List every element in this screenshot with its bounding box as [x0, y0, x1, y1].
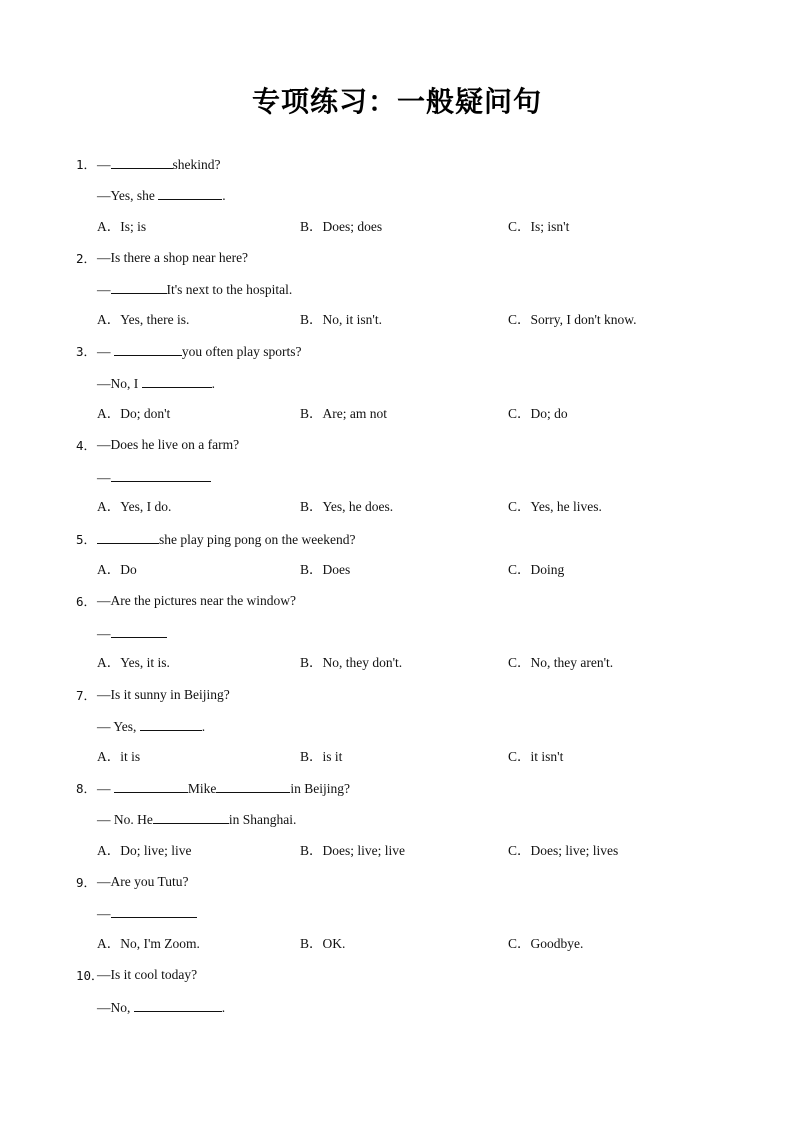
answer-line: —: [97, 905, 197, 922]
option-b[interactable]: B．Yes, he does.: [300, 499, 394, 514]
answer-blank[interactable]: [114, 343, 182, 356]
answer-line: — Yes, .: [97, 719, 206, 734]
question-number: 1．: [76, 157, 97, 172]
answer-blank[interactable]: [97, 531, 159, 544]
option-a[interactable]: A．Do: [97, 562, 137, 577]
option-b[interactable]: B．Are; am not: [300, 406, 387, 421]
question-text: — you often play sports?: [97, 344, 302, 359]
answer-blank[interactable]: [142, 375, 212, 388]
answer-blank[interactable]: [140, 718, 202, 731]
question-number: 10．: [76, 968, 104, 983]
answer-blank[interactable]: [134, 999, 222, 1012]
option-a[interactable]: A．Do; don't: [97, 406, 171, 421]
option-b[interactable]: B．Does; live; live: [300, 843, 405, 858]
option-a[interactable]: A．No, I'm Zoom.: [97, 936, 200, 951]
answer-line: — No. He in Shanghai.: [97, 812, 297, 827]
question-text: —Are you Tutu?: [97, 874, 189, 889]
question-number: 9．: [76, 875, 97, 890]
page-title: 专项练习：一般疑问句: [251, 85, 542, 118]
option-b[interactable]: B．No, it isn't.: [300, 312, 382, 327]
answer-blank[interactable]: [153, 811, 229, 824]
question-text: — Mike in Beijing?: [97, 781, 350, 796]
question-text: —Is it sunny in Beijing?: [97, 687, 230, 702]
question-text: she play ping pong on the weekend?: [97, 531, 355, 548]
answer-line: —No, I .: [97, 376, 215, 391]
option-c[interactable]: C．Doing: [508, 562, 565, 577]
option-c[interactable]: C．Sorry, I don't know.: [508, 312, 637, 327]
option-a[interactable]: A．Yes, it is.: [97, 655, 170, 670]
option-c[interactable]: C．Do; do: [508, 406, 568, 421]
question-text: —Does he live on a farm?: [97, 437, 240, 452]
option-a[interactable]: A．Is; is: [97, 219, 147, 234]
answer-blank[interactable]: [111, 905, 197, 918]
option-c[interactable]: C．Is; isn't: [508, 219, 570, 234]
option-c[interactable]: C．No, they aren't.: [508, 655, 614, 670]
answer-line: — It's next to the hospital.: [97, 282, 293, 297]
answer-line: —No, .: [97, 1000, 226, 1015]
question-text: —Is there a shop near here?: [97, 250, 249, 265]
option-b[interactable]: B．Does: [300, 562, 351, 577]
question-number: 2．: [76, 251, 97, 266]
question-number: 6．: [76, 594, 97, 609]
option-c[interactable]: C．Does; live; lives: [508, 843, 619, 858]
question-number: 3．: [76, 344, 97, 359]
question-number: 5．: [76, 532, 97, 547]
option-a[interactable]: A．Yes, I do.: [97, 499, 172, 514]
question-number: 7．: [76, 688, 97, 703]
answer-blank[interactable]: [158, 187, 222, 200]
answer-line: —Yes, she .: [97, 188, 226, 203]
answer-blank[interactable]: [111, 156, 173, 169]
answer-blank[interactable]: [111, 281, 167, 294]
answer-blank[interactable]: [111, 625, 167, 638]
option-b[interactable]: B．Does; does: [300, 219, 383, 234]
question-number: 4．: [76, 438, 97, 453]
question-text: —Are the pictures near the window?: [97, 593, 297, 608]
option-c[interactable]: C．it isn't: [508, 749, 564, 764]
question-number: 8．: [76, 781, 97, 796]
option-c[interactable]: C．Yes, he lives.: [508, 499, 602, 514]
answer-line: —: [97, 469, 211, 486]
question-text: — shekind?: [97, 157, 221, 172]
option-b[interactable]: B．OK.: [300, 936, 346, 951]
answer-blank[interactable]: [111, 469, 211, 482]
option-a[interactable]: A．it is: [97, 749, 141, 764]
option-b[interactable]: B．No, they don't.: [300, 655, 403, 670]
answer-blank[interactable]: [114, 780, 188, 793]
answer-line: —: [97, 625, 167, 642]
option-a[interactable]: A．Yes, there is.: [97, 312, 190, 327]
option-c[interactable]: C．Goodbye.: [508, 936, 584, 951]
question-text: —Is it cool today?: [97, 967, 198, 982]
answer-blank[interactable]: [216, 780, 290, 793]
option-a[interactable]: A．Do; live; live: [97, 843, 192, 858]
option-b[interactable]: B．is it: [300, 749, 343, 764]
